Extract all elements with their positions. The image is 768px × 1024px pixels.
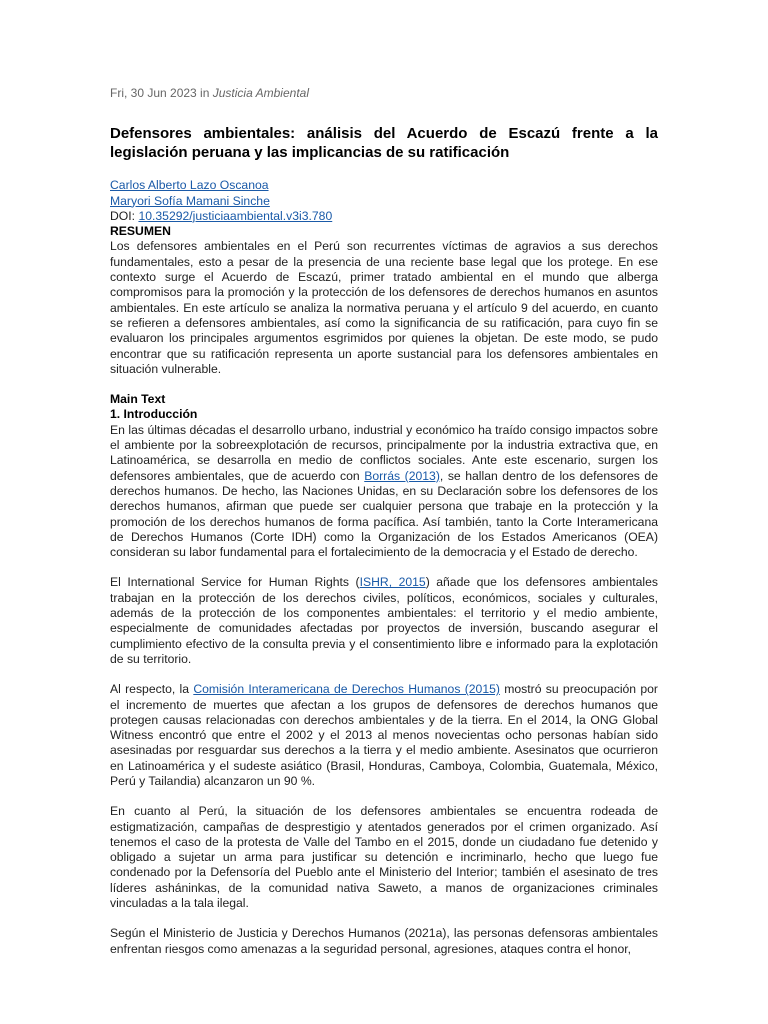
paragraph-4: En cuanto al Perú, la situación de los defensores ambientales se encuentra rodeada de estigmatización, campañas de desprestigio y atentados generados por el crimen organizado. Así tenemos el caso de la protesta de Valle del Tambo en el 2015, donde un ciudadano fue detenido y obligado a sujetar un arma para justificar su detención e incriminarlo, hecho que luego fue condenado por la Defensoría del Pueblo ante el Ministerio del Interior; también el asesinato de tres líderes asháninkas, de la comunidad nativa Saweto, a manos de organizaciones criminales vinculadas a la tala ilegal. (110, 804, 658, 911)
author-link-1[interactable]: Carlos Alberto Lazo Oscanoa (110, 178, 269, 193)
doi-link[interactable]: 10.35292/justiciaambiental.v3i3.780 (138, 208, 333, 223)
author-list (110, 178, 658, 224)
paragraph-1-text-b: , se hallan dentro de los defensores de derechos humanos. De hecho, las Naciones Unidas, en su Declaración sobre los defensores de los derechos humanos, afirman que puede ser cualquier persona que trabaje en la protección y la promoción de los derechos humanos de forma pacífica. Así también, tanto la Corte Interamericana de Derechos Humanos (Corte IDH) como la Organización de los Estados Americanos (OEA) consideran su labor fundamental para el fortalecimiento de la democracia y el Estado de derecho. (110, 468, 658, 560)
paragraph-2-text-a: El International Service for Human Rights ( (110, 575, 360, 590)
paragraph-5: Según el Ministerio de Justicia y Derechos Humanos (2021a), las personas defensoras ambientales enfrentan riesgos como amenazas a la seguridad personal, agresiones, ataques contra el honor, (110, 926, 658, 956)
journal-name: Justicia Ambiental (212, 86, 309, 100)
doi-row (110, 209, 658, 224)
publish-date: Fri, 30 Jun 2023 (110, 86, 197, 100)
paragraph-2-text-b: ) añade que los defensores ambientales trabajan en la protección de los derechos civiles, políticos, económicos, sociales y culturales, además de la protección de los componentes ambientales: el territorio y el medio ambiente, especialmente de comunidades afectadas por proyectos de inversión, buscando asegurar el cumplimiento efectivo de la consulta previa y el consentimiento libre e informado para la explotación de su territorio. (110, 575, 658, 666)
citation-link-ishr[interactable]: ISHR, 2015 (359, 575, 426, 590)
paragraph-1 (110, 423, 658, 561)
article-content (110, 86, 658, 957)
abstract-text: Los defensores ambientales en el Perú son recurrentes víctimas de agravios a sus derechos fundamentales, esto a pesar de la presencia de una reciente base legal que los protege. En ese contexto surge el Acuerdo de Escazú, primer tratado ambiental en el mundo que alberga compromisos para la promoción y la protección de los defensores de derechos humanos en asuntos ambientales. En este artículo se analiza la normativa peruana y el artículo 9 del acuerdo, en cuanto se refieren a defensores ambientales, así como la significancia de su ratificación, para cuyo fin se evaluaron los principales argumentos esgrimidos por quienes la objetan. De este modo, se pudo encontrar que su ratificación representa un aporte sustancial para los defensores ambientales en situación vulnerable. (110, 239, 658, 376)
main-text-heading: Main Text (110, 392, 166, 407)
paragraph-3 (110, 682, 658, 789)
author-link-2[interactable]: Maryori Sofía Mamani Sinche (110, 193, 270, 208)
citation-link-cidh[interactable]: Comisión Interamericana de Derechos Humanos (2015) (193, 682, 500, 697)
article-title: Defensores ambientales: análisis del Acuerdo de Escazú frente a la legislación peruana y las implicancias de su ratificación (110, 125, 658, 162)
section-heading-introduccion: 1. Introducción (110, 407, 198, 422)
citation-link-borras[interactable]: Borrás (2013) (364, 468, 440, 483)
abstract-heading: RESUMEN (110, 224, 171, 239)
paragraph-3-text-b: mostró su preocupación por el incremento de muertes que afectan a los grupos de defensores de derechos humanos que protegen causas relacionadas con derechos ambientales y de la tierra. En el 2014, la ONG Global Witness encontró que entre el 2002 y el 2013 al menos novecientas ocho personas habían sido asesinadas por resguardar sus derechos a la tierra y el medio ambiente. Asesinatos que ocurrieron en Latinoamérica y el sudeste asiático (Brasil, Honduras, Camboya, Colombia, Guatemala, México, Perú y Tailandia) alcanzaron un 90 %. (110, 682, 658, 788)
doi-label: DOI: (110, 208, 139, 223)
meta-in: in (196, 86, 213, 100)
paragraph-1-text-a: En las últimas décadas el desarrollo urbano, industrial y económico ha traído consigo impactos sobre el ambiente por la sobreexplotación de recursos, principalmente por la industria extractiva que, en Latinoamérica, se desarrolla en medio de conflictos sociales. Ante este escenario, surgen los defensores ambientales, que de acuerdo con (110, 422, 658, 483)
paragraph-2 (110, 575, 658, 667)
article-meta (110, 86, 658, 101)
paragraph-3-text-a: Al respecto, la (110, 682, 194, 697)
